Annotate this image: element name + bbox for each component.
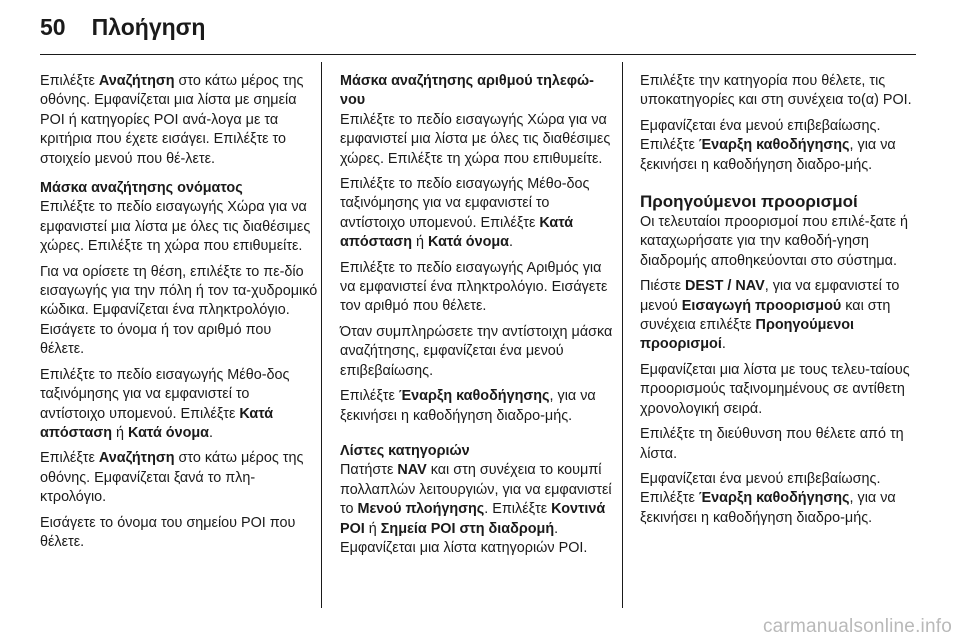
paragraph: Εισάγετε το όνομα του σημείου POI που θέλετε. [40,514,296,550]
paragraph: Επιλέξτε την κατηγορία που θέλετε, τις υποκατηγορίες και στη συνέχεια το(α) POI. [640,73,912,109]
paragraph: Εμφανίζεται μια λίστα με τους τελευ-ταίους προορισμούς ταξινομημένους σε αντίθετη χρονολογική σειρά. [640,361,910,417]
paragraph: Πιέστε DEST / NAV, για να εμφανιστεί το μενού Εισαγωγή προορισμού και στη συνέχεια επιλέξτε Προηγούμενοι προορισμοί. [640,278,900,353]
watermark: carmanualsonline.info [762,616,952,637]
paragraph: Επιλέξτε Αναζήτηση στο κάτω μέρος της οθόνης. Εμφανίζεται ξανά το πλη-κτρολόγιο. [40,450,304,506]
paragraph: Επιλέξτε το πεδίο εισαγωγής Χώρα για να εμφανιστεί μια λίστα με όλες τις διαθέσιμες χώρες. Επιλέξτε τη χώρα που επιθυμείτε. [40,199,311,255]
column-3 [640,72,918,534]
paragraph: Επιλέξτε τη διεύθυνση που θέλετε από τη λίστα. [640,426,904,462]
column-divider-1 [321,62,322,608]
paragraph: Όταν συμπληρώσετε την αντίστοιχη μάσκα αναζήτησης, εμφανίζεται ένα μενού επιβεβαίωσης. [340,323,613,379]
paragraph: Επιλέξτε το πεδίο εισαγωγής Μέθο-δος ταξινόμησης για να εμφανιστεί το αντίστοιχο υπομενού. Επιλέξτε Κατά απόσταση ή Κατά όνομα. [40,366,290,441]
paragraph: Εμφανίζεται ένα μενού επιβεβαίωσης. Επιλέξτε Έναρξη καθοδήγησης, για να ξεκινήσει η καθοδήγηση διαδρο-μής. [640,470,896,526]
section-heading: Μάσκα αναζήτησης ονόματος [40,180,243,197]
column-divider-2 [622,62,623,608]
column-2 [340,72,618,564]
paragraph: Πατήστε NAV και στη συνέχεια το κουμπί πολλαπλών λειτουργιών, για να εμφανιστεί το Μενού πλοήγησης. Επιλέξτε Κοντινά POI ή Σημεία POI στη διαδρομή. Εμφανίζεται μια λίστα κατηγοριών POI. [340,462,612,556]
page-number: 50 [40,14,66,40]
paragraph: Επιλέξτε Έναρξη καθοδήγησης, για να ξεκινήσει η καθοδήγηση διαδρο-μής. [340,388,596,424]
paragraph: Επιλέξτε το πεδίο εισαγωγής Αριθμός για να εμφανιστεί ένα πληκτρολόγιο. Εισάγετε τον αριθμό που θέλετε. [340,259,608,315]
paragraph: Επιλέξτε το πεδίο εισαγωγής Μέθο-δος ταξινόμησης για να εμφανιστεί το αντίστοιχο υπομενού. Επιλέξτε Κατά απόσταση ή Κατά όνομα. [340,176,590,251]
paragraph: Οι τελευταίοι προορισμοί που επιλέ-ξατε ή καταχωρήσατε για την καθοδή-γηση διαδρομής αποθηκεύονται στο σύστημα. [640,214,909,269]
paragraph: Επιλέξτε το πεδίο εισαγωγής Χώρα για να εμφανιστεί μια λίστα με όλες τις διαθέσιμες χώρες. Επιλέξτε τη χώρα που επιθυμείτε. [340,111,611,167]
page-header [40,14,205,41]
column-1 [40,72,318,558]
paragraph: Επιλέξτε Αναζήτηση στο κάτω μέρος της οθόνης. Εμφανίζεται μια λίστα με σημεία POI ή κατηγορίες POI ανά-λογα με τα κριτήρια που έχετε εισάγει. Επιλέξτε το στοιχείο μενού που θέ-λετε. [40,73,304,167]
section-heading: Μάσκα αναζήτησης αριθμού τηλεφώ-νου [340,73,594,109]
section-heading: Προηγούμενοι προορισμοί [640,192,858,212]
page-title: Πλοήγηση [91,14,206,40]
section-heading: Λίστες κατηγοριών [340,442,470,459]
paragraph: Για να ορίσετε τη θέση, επιλέξτε το πε-δίο εισαγωγής για την πόλη ή τον τα-χυδρομικό κώδικα. Εμφανίζεται ένα πληκτρολόγιο. Εισάγετε το όνομα ή τον αριθμό που θέλετε. [40,263,318,358]
paragraph: Εμφανίζεται ένα μενού επιβεβαίωσης. Επιλέξτε Έναρξη καθοδήγησης, για να ξεκινήσει η καθοδήγηση διαδρο-μής. [640,117,896,173]
header-rule [40,54,916,55]
